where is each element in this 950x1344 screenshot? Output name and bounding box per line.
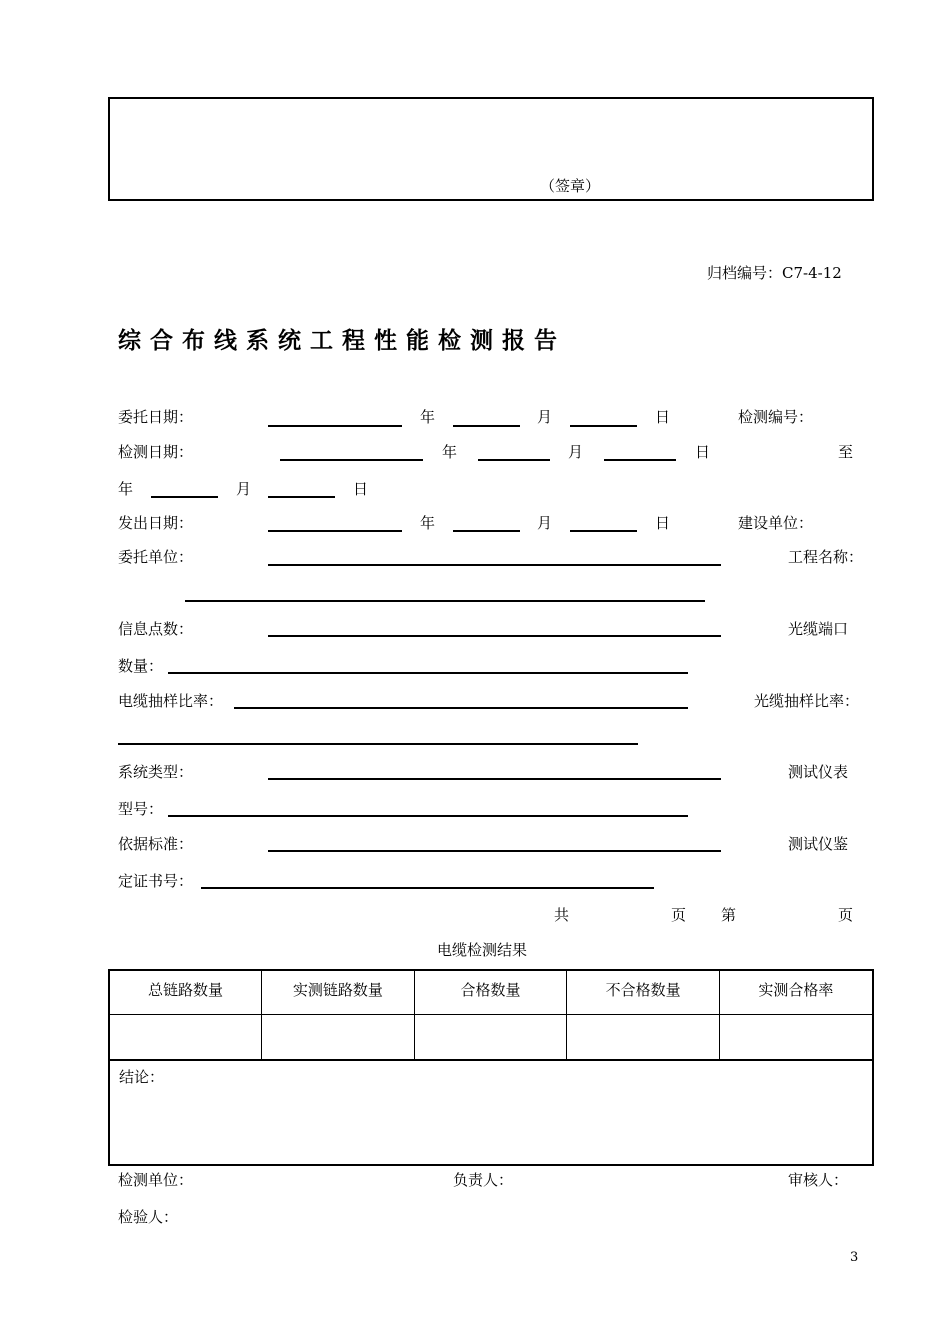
cable-sample-ratio-label: 电缆抽样比率： xyxy=(118,692,224,710)
cable-sample-ratio-field[interactable] xyxy=(234,707,688,709)
page-label: 页 xyxy=(671,906,687,924)
page-number: 3 xyxy=(850,1250,859,1265)
table-cell[interactable] xyxy=(262,1014,415,1060)
year-label: 年 xyxy=(442,443,458,461)
table-row xyxy=(109,1014,873,1060)
project-name-label: 工程名称： xyxy=(788,548,864,566)
results-table xyxy=(108,969,874,1061)
fiber-sample-ratio-field[interactable] xyxy=(118,743,638,745)
table-header-cell: 总链路数量 xyxy=(109,970,262,1014)
instrument-model-label: 型号： xyxy=(118,800,164,818)
system-type-field[interactable] xyxy=(268,778,721,780)
calibration-cert-label: 定证书号： xyxy=(118,872,194,890)
month-label: 月 xyxy=(236,480,252,498)
total-label: 共 xyxy=(554,906,570,924)
end-date-month-field[interactable] xyxy=(151,496,218,498)
month-label: 月 xyxy=(537,514,553,532)
table-header-cell: 实测合格率 xyxy=(719,970,873,1014)
seal-box xyxy=(108,97,874,201)
fiber-port-count-field[interactable] xyxy=(168,672,688,674)
info-points-label: 信息点数： xyxy=(118,620,194,638)
fiber-port-label: 光缆端口 xyxy=(788,620,849,638)
report-title: 综合布线系统工程性能检测报告 xyxy=(118,328,566,354)
reviewer-label: 审核人： xyxy=(788,1171,849,1189)
year-label: 年 xyxy=(118,480,134,498)
page-label: 页 xyxy=(838,906,854,924)
issue-date-year-field[interactable] xyxy=(268,530,402,532)
test-date-year-field[interactable] xyxy=(280,459,423,461)
fiber-sample-ratio-label: 光缆抽样比率： xyxy=(754,692,860,710)
standard-field[interactable] xyxy=(268,850,721,852)
system-type-label: 系统类型： xyxy=(118,763,194,781)
to-label: 至 xyxy=(838,443,854,461)
day-label: 日 xyxy=(695,443,711,461)
info-points-field[interactable] xyxy=(268,635,721,637)
day-label: 日 xyxy=(353,480,369,498)
table-header-cell: 不合格数量 xyxy=(567,970,720,1014)
project-name-field[interactable] xyxy=(185,600,705,602)
test-date-label: 检测日期： xyxy=(118,443,194,461)
issue-date-day-field[interactable] xyxy=(570,530,637,532)
calibration-label: 测试仪鉴 xyxy=(788,835,849,853)
instrument-model-field[interactable] xyxy=(168,815,688,817)
entrust-unit-field[interactable] xyxy=(268,564,721,566)
test-date-day-field[interactable] xyxy=(604,459,676,461)
fiber-port-count-label: 数量： xyxy=(118,657,164,675)
conclusion-label: 结论： xyxy=(119,1068,165,1086)
standard-label: 依据标准： xyxy=(118,835,194,853)
table-cell[interactable] xyxy=(719,1014,873,1060)
instrument-label: 测试仪表 xyxy=(788,763,849,781)
table-header-cell: 合格数量 xyxy=(414,970,567,1014)
conclusion-box[interactable] xyxy=(108,1059,874,1166)
entrust-date-year-field[interactable] xyxy=(268,425,402,427)
nth-label: 第 xyxy=(721,906,737,924)
inspector-label: 检验人： xyxy=(118,1208,179,1226)
issue-date-label: 发出日期： xyxy=(118,514,194,532)
test-date-month-field[interactable] xyxy=(478,459,550,461)
year-label: 年 xyxy=(420,408,436,426)
archive-number: 归档编号：C7-4-12 xyxy=(707,264,842,282)
responsible-label: 负责人： xyxy=(453,1171,514,1189)
table-cell[interactable] xyxy=(109,1014,262,1060)
calibration-cert-field[interactable] xyxy=(201,887,654,889)
table-cell[interactable] xyxy=(567,1014,720,1060)
year-label: 年 xyxy=(420,514,436,532)
seal-label: （签章） xyxy=(540,177,601,195)
entrust-date-day-field[interactable] xyxy=(570,425,637,427)
entrust-date-month-field[interactable] xyxy=(453,425,520,427)
entrust-unit-label: 委托单位： xyxy=(118,548,194,566)
table-header-cell: 实测链路数量 xyxy=(262,970,415,1014)
entrust-date-label: 委托日期： xyxy=(118,408,194,426)
issue-date-month-field[interactable] xyxy=(453,530,520,532)
table-header-row xyxy=(109,970,873,1014)
end-date-day-field[interactable] xyxy=(268,496,335,498)
test-unit-label: 检测单位： xyxy=(118,1171,194,1189)
table-cell[interactable] xyxy=(414,1014,567,1060)
month-label: 月 xyxy=(568,443,584,461)
construction-unit-label: 建设单位： xyxy=(738,514,814,532)
day-label: 日 xyxy=(655,514,671,532)
day-label: 日 xyxy=(655,408,671,426)
month-label: 月 xyxy=(537,408,553,426)
results-caption: 电缆检测结果 xyxy=(437,941,528,959)
test-number-label: 检测编号： xyxy=(738,408,814,426)
